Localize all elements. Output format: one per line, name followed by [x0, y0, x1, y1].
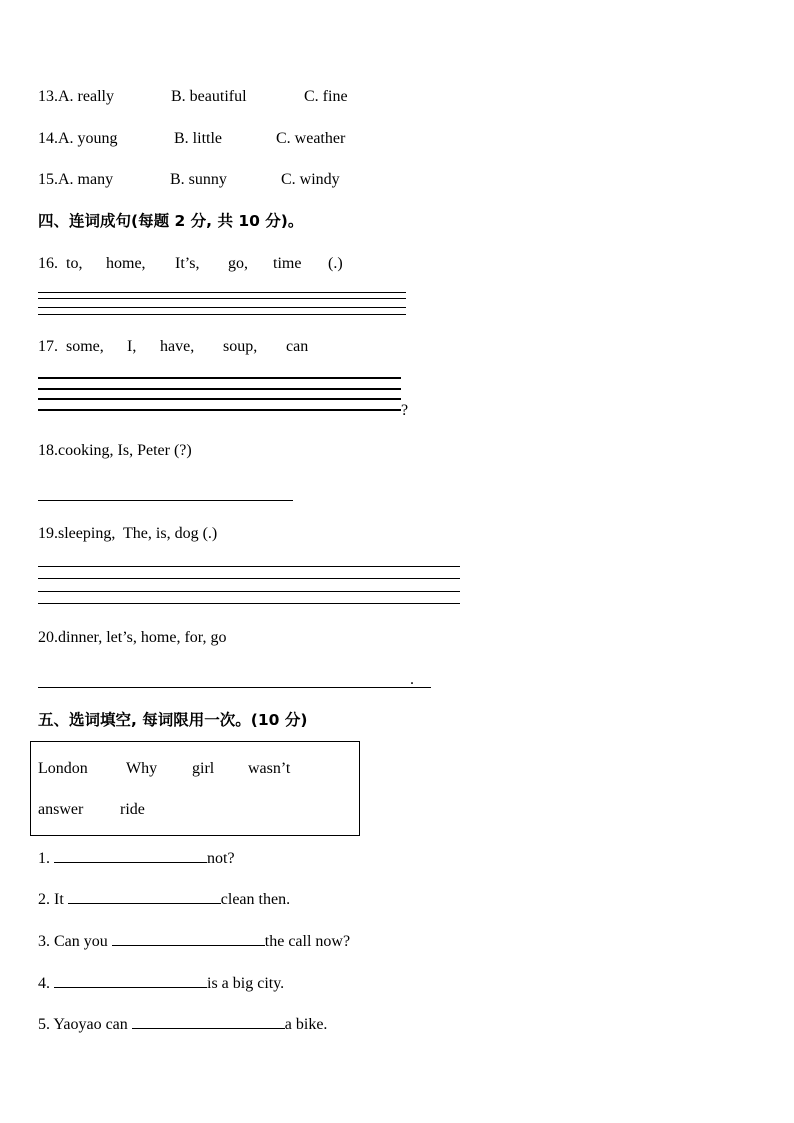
end-mark: . — [410, 671, 414, 688]
option-a: A. young — [58, 130, 118, 147]
sentence-suffix: not? — [207, 850, 235, 867]
answer-line[interactable] — [38, 566, 460, 567]
answer-line[interactable] — [38, 307, 406, 308]
question-words: cooking, Is, Peter (?) — [58, 442, 192, 459]
option-a: A. really — [58, 88, 114, 105]
fill-sentence-5 — [38, 1014, 327, 1035]
word-bank-item: Why — [126, 760, 158, 777]
word: soup, — [223, 338, 258, 355]
question-15 — [38, 170, 113, 190]
fill-sentence-4 — [38, 973, 284, 994]
sentence-prefix: 2. It — [38, 891, 68, 908]
answer-line[interactable] — [38, 409, 401, 411]
sentence-prefix: 1. — [38, 850, 54, 867]
answer-line[interactable] — [38, 591, 460, 592]
answer-line[interactable] — [38, 687, 431, 688]
fill-blank[interactable] — [132, 1014, 285, 1029]
section-4-heading: 四、连词成句(每题 2 分, 共 10 分)。 — [38, 212, 304, 230]
fill-blank[interactable] — [54, 848, 207, 863]
word-bank-item: London — [38, 760, 88, 777]
question-19 — [38, 524, 217, 544]
fill-sentence-1 — [38, 848, 235, 869]
question-18 — [38, 441, 192, 461]
word-bank-item: girl — [192, 760, 215, 777]
question-words: sleeping, The, is, dog (.) — [58, 525, 218, 542]
answer-line[interactable] — [38, 298, 406, 299]
sentence-suffix: the call now? — [264, 933, 351, 950]
answer-line[interactable] — [38, 603, 460, 604]
answer-line[interactable] — [38, 377, 401, 379]
option-b: B. sunny — [170, 171, 227, 188]
word: some, — [66, 338, 104, 355]
question-number: 16. — [38, 255, 58, 272]
answer-line[interactable] — [38, 578, 460, 579]
word: (.) — [328, 255, 343, 272]
fill-blank[interactable] — [68, 889, 221, 904]
question-13 — [38, 87, 114, 107]
question-number: 14. — [38, 130, 58, 147]
answer-line[interactable] — [38, 500, 293, 501]
question-number: 18. — [38, 442, 58, 459]
word: time — [273, 255, 302, 272]
option-c: C. weather — [276, 130, 346, 147]
word-bank-box — [30, 741, 360, 836]
option-c: C. windy — [281, 171, 340, 188]
word: have, — [160, 338, 195, 355]
question-number: 19. — [38, 525, 58, 542]
question-number: 20. — [38, 629, 58, 646]
question-number: 13. — [38, 88, 58, 105]
word-bank-item: answer — [38, 801, 84, 818]
fill-blank[interactable] — [54, 973, 207, 988]
answer-line[interactable] — [38, 292, 406, 293]
word: home, — [106, 255, 146, 272]
sentence-suffix: a bike. — [284, 1016, 328, 1033]
fill-sentence-2 — [38, 889, 290, 910]
question-17 — [38, 337, 58, 357]
sentence-suffix: clean then. — [220, 891, 291, 908]
end-mark: ? — [401, 402, 409, 419]
question-number: 17. — [38, 338, 58, 355]
section-5-heading: 五、选词填空, 每词限用一次。(10 分) — [38, 711, 308, 729]
word-bank-item: ride — [120, 801, 145, 818]
word: go, — [228, 255, 248, 272]
word: can — [286, 338, 309, 355]
sentence-prefix: 5. Yaoyao can — [38, 1016, 132, 1033]
word-bank-item: wasn’t — [248, 760, 291, 777]
word: I, — [127, 338, 137, 355]
question-words: dinner, let’s, home, for, go — [58, 629, 227, 646]
question-number: 15. — [38, 171, 58, 188]
sentence-prefix: 3. Can you — [38, 933, 112, 950]
option-c: C. fine — [304, 88, 348, 105]
answer-line[interactable] — [38, 388, 401, 390]
question-16 — [38, 254, 58, 274]
word: It’s, — [175, 255, 200, 272]
answer-line[interactable] — [38, 398, 401, 400]
question-14 — [38, 129, 118, 149]
question-20 — [38, 628, 226, 648]
sentence-suffix: is a big city. — [207, 975, 285, 992]
option-a: A. many — [58, 171, 114, 188]
word: to, — [66, 255, 83, 272]
fill-sentence-3 — [38, 931, 350, 952]
fill-blank[interactable] — [112, 931, 265, 946]
sentence-prefix: 4. — [38, 975, 54, 992]
option-b: B. little — [174, 130, 222, 147]
answer-line[interactable] — [38, 314, 406, 315]
option-b: B. beautiful — [171, 88, 247, 105]
